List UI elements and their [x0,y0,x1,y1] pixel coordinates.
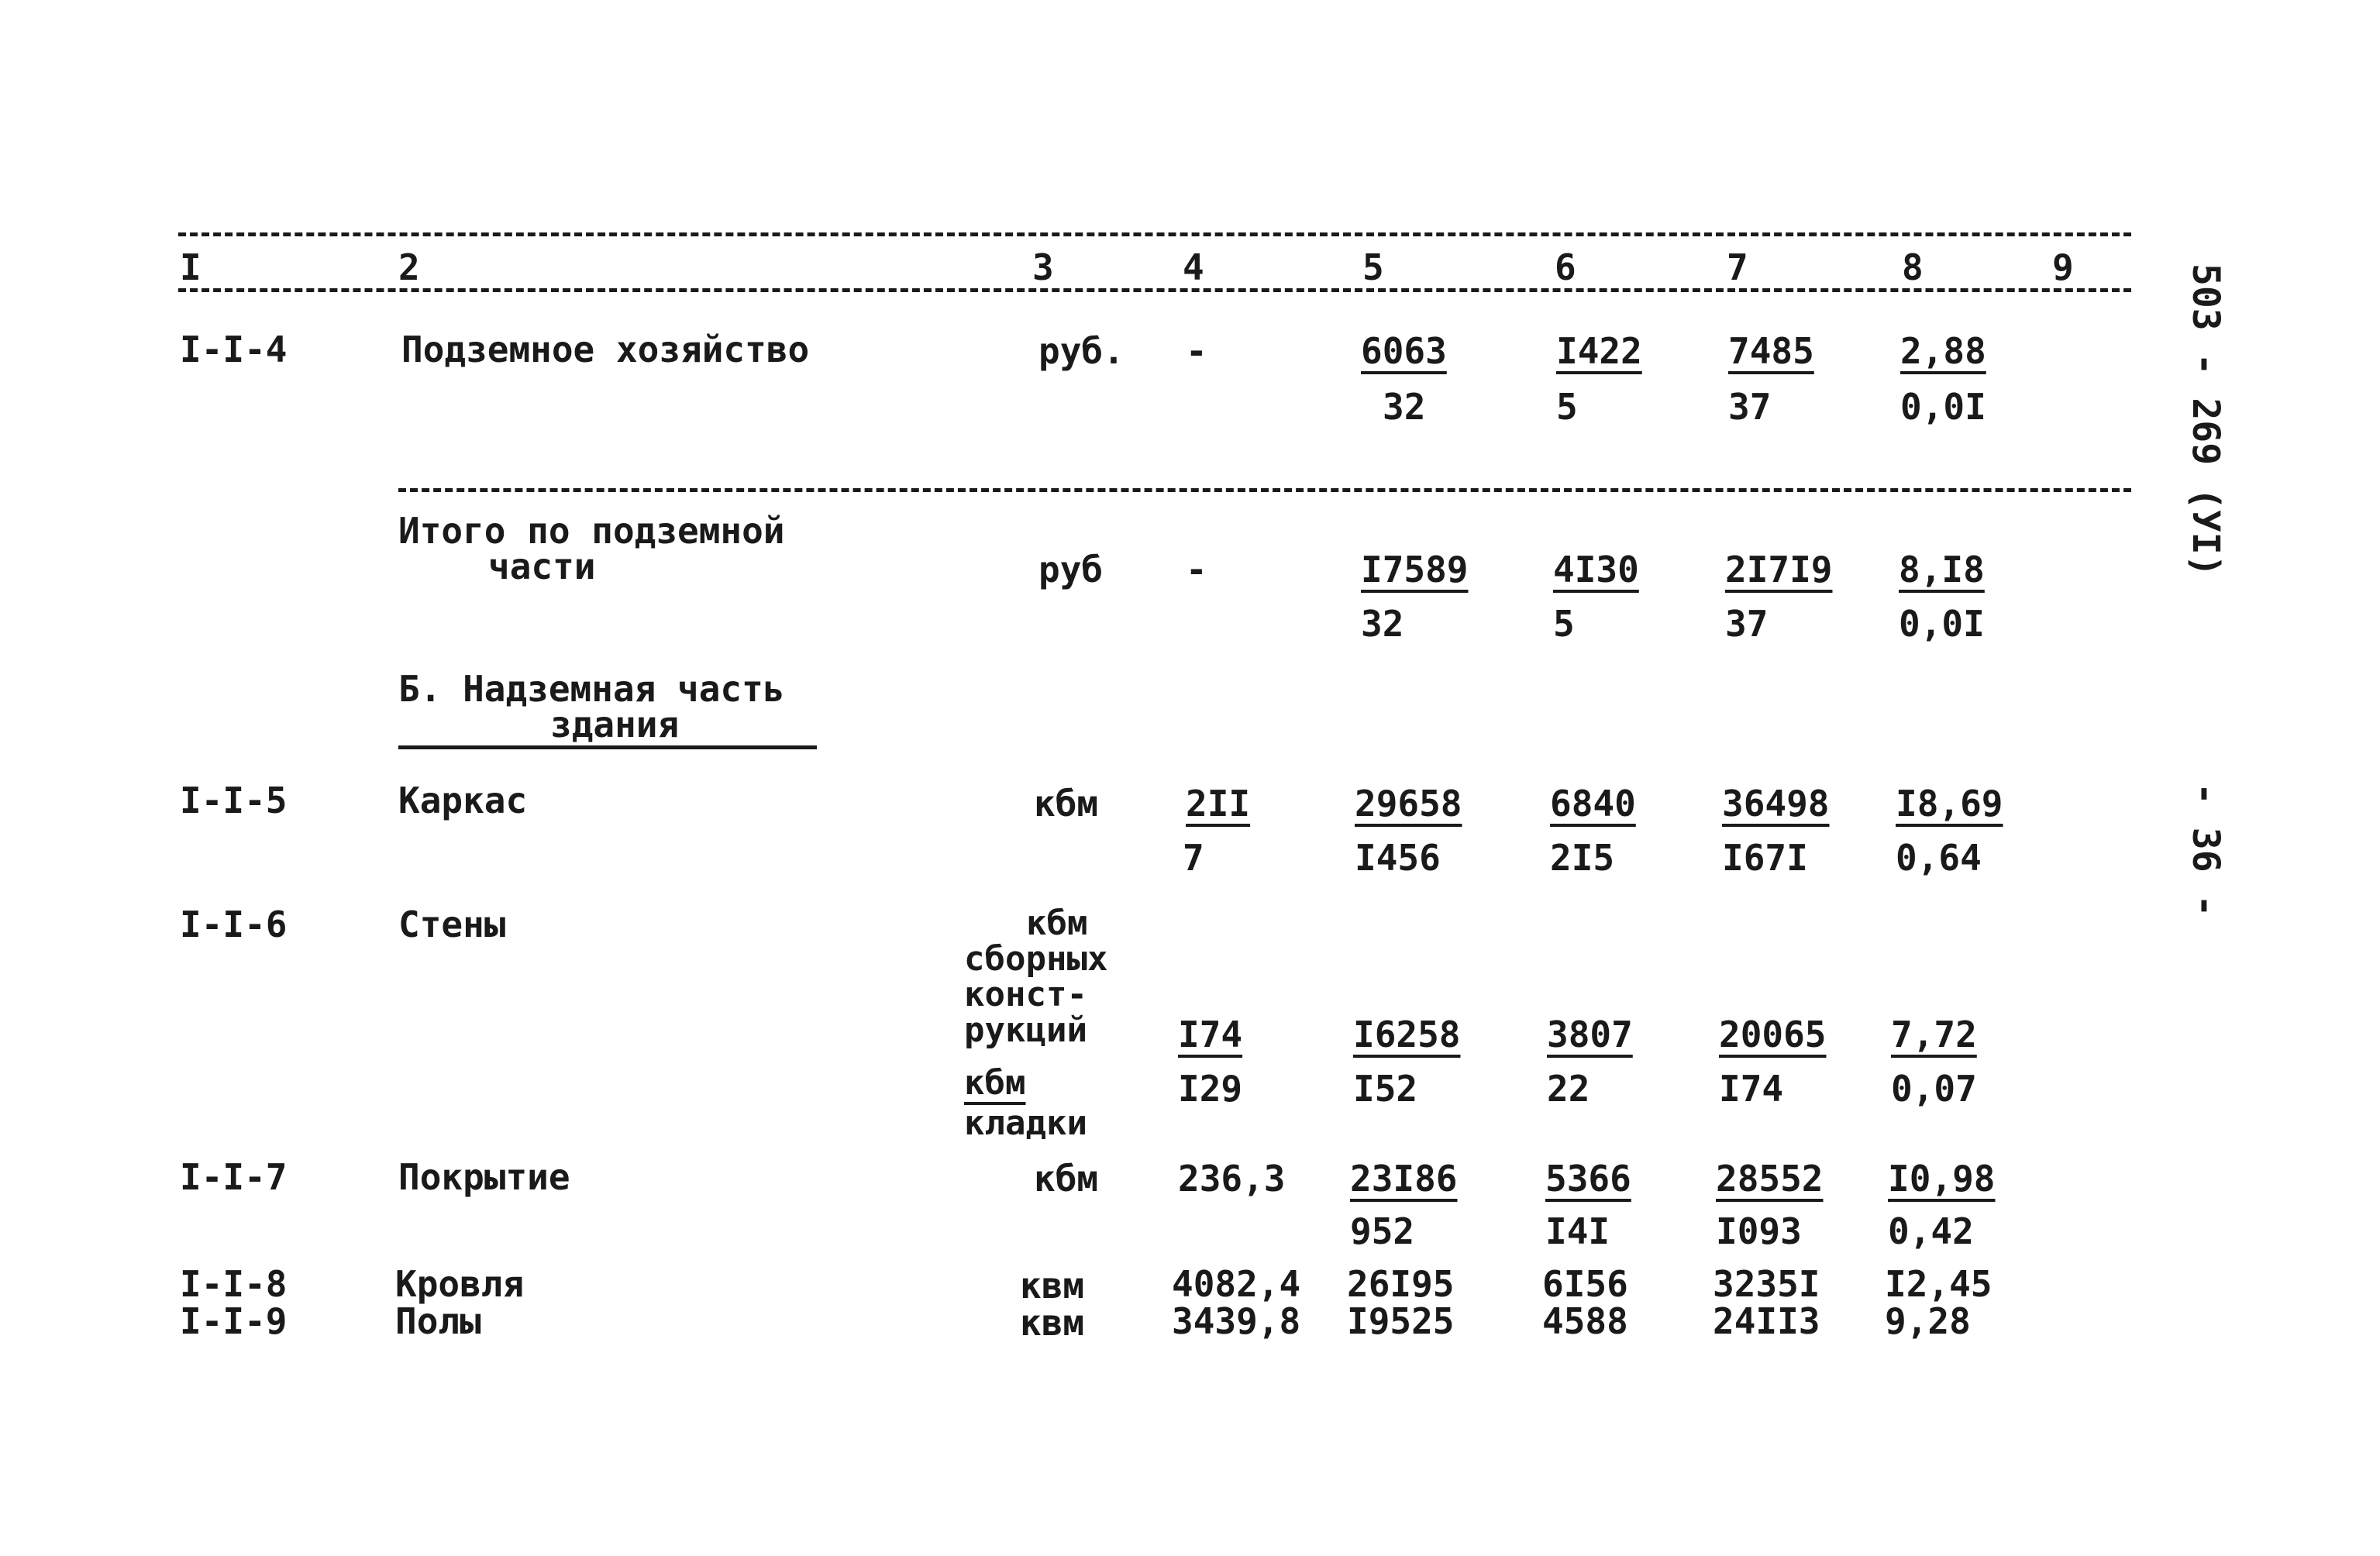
row-name: Полы [395,1300,481,1342]
row-name: Стены [398,904,506,945]
cost-denominator: 2I5 [1550,837,1615,879]
col-header-9: 9 [2052,246,2074,288]
subtotal-rule [398,488,2131,492]
cost-numerator: I422 [1556,330,1642,372]
quantity-numerator: I74 [1178,1014,1243,1055]
cost-numerator: 20065 [1719,1014,1827,1055]
row-unit: кбм [1034,783,1099,824]
cost-numerator: I7589 [1361,549,1469,590]
row-col6: 4588 [1542,1300,1628,1342]
cost-denominator: I67I [1722,837,1808,879]
cost-numerator: 6840 [1550,783,1636,824]
section-underline [398,745,817,749]
cost-denominator: 0,42 [1888,1210,1974,1252]
cost-denominator: 37 [1725,603,1769,645]
header-top-rule [178,232,2131,236]
row-col5: I9525 [1347,1300,1455,1342]
row-col4: - [1186,549,1207,590]
cost-numerator: 6063 [1361,330,1447,372]
row-code: I-I-8 [180,1263,288,1305]
document-code: 503 - 269 (УI) [2184,263,2227,577]
row-name: Покрытие [398,1156,570,1198]
quantity-denominator: I29 [1178,1068,1243,1110]
row-code: I-I-9 [180,1300,288,1342]
cost-denominator: 0,64 [1896,837,1982,879]
row-col6: 6I56 [1542,1263,1628,1305]
row-unit: конст- [964,975,1087,1014]
cost-numerator: I6258 [1353,1014,1461,1055]
row-col5: 26I95 [1347,1263,1455,1305]
row-col7: 24II3 [1713,1300,1820,1342]
row-unit: рукций [964,1010,1087,1050]
cost-denominator: 0,0I [1900,386,1986,428]
cost-denominator: 37 [1728,386,1772,428]
row-unit: кбм [1034,1158,1099,1200]
col-header-1: I [180,246,201,288]
row-unit: квм [1020,1265,1085,1306]
row-col4: 3439,8 [1172,1300,1301,1342]
cost-numerator: 7485 [1728,330,1814,372]
row-col4: 236,3 [1178,1158,1286,1200]
row-unit: кбм [1026,904,1088,943]
cost-numerator: 4I30 [1553,549,1639,590]
cost-denominator: I093 [1716,1210,1802,1252]
cost-numerator: 8,I8 [1899,549,1985,590]
cost-denominator: I456 [1355,837,1441,879]
quantity-denominator: 7 [1183,837,1204,879]
cost-denominator: I52 [1353,1068,1418,1110]
col-header-7: 7 [1727,246,1748,288]
row-unit: сборных [964,939,1108,979]
row-col8: 9,28 [1885,1300,1971,1342]
row-unit: кбм [964,1063,1026,1103]
row-name: Подземное хозяйство [401,329,810,370]
cost-denominator: 0,0I [1899,603,1985,645]
cost-denominator: 5 [1553,603,1575,645]
row-name: Каркас [398,780,528,821]
subtotal-label: Итого по подземной [398,510,785,552]
cost-numerator: 3807 [1547,1014,1633,1055]
header-bottom-rule [178,288,2131,292]
cost-denominator: 32 [1383,386,1426,428]
row-col8: I2,45 [1885,1263,1993,1305]
col-header-3: 3 [1032,246,1054,288]
row-unit: кладки [964,1103,1087,1143]
subtotal-label: части [488,546,596,587]
page-number: - 36 - [2184,783,2227,917]
cost-numerator: 7,72 [1891,1014,1977,1055]
row-name: Кровля [395,1263,525,1305]
col-header-4: 4 [1183,246,1204,288]
cost-numerator: I0,98 [1888,1158,1996,1200]
row-col4: - [1186,330,1207,372]
row-unit: квм [1020,1302,1085,1344]
row-code: I-I-4 [180,329,288,370]
cost-numerator: 2,88 [1900,330,1986,372]
section-heading: здания [550,704,680,745]
cost-numerator: 28552 [1716,1158,1824,1200]
cost-numerator: 5366 [1545,1158,1631,1200]
cost-denominator: 22 [1547,1068,1590,1110]
cost-denominator: I74 [1719,1068,1784,1110]
quantity-numerator: 2II [1186,783,1251,824]
cost-numerator: 2I7I9 [1725,549,1833,590]
cost-numerator: I8,69 [1896,783,2003,824]
row-unit: руб [1038,549,1104,590]
row-unit: руб. [1038,330,1125,372]
col-header-8: 8 [1902,246,1924,288]
col-header-2: 2 [398,246,420,288]
row-code: I-I-7 [180,1156,288,1198]
cost-denominator: I4I [1545,1210,1610,1252]
row-col4: 4082,4 [1172,1263,1301,1305]
section-heading: Б. Надземная часть [398,668,785,710]
cost-numerator: 23I86 [1350,1158,1458,1200]
col-header-5: 5 [1362,246,1384,288]
row-code: I-I-6 [180,904,288,945]
cost-denominator: 32 [1361,603,1404,645]
row-col7: 3235I [1713,1263,1820,1305]
cost-denominator: 952 [1350,1210,1415,1252]
col-header-6: 6 [1555,246,1576,288]
cost-denominator: 0,07 [1891,1068,1977,1110]
cost-numerator: 29658 [1355,783,1462,824]
cost-numerator: 36498 [1722,783,1830,824]
cost-denominator: 5 [1556,386,1578,428]
row-code: I-I-5 [180,780,288,821]
